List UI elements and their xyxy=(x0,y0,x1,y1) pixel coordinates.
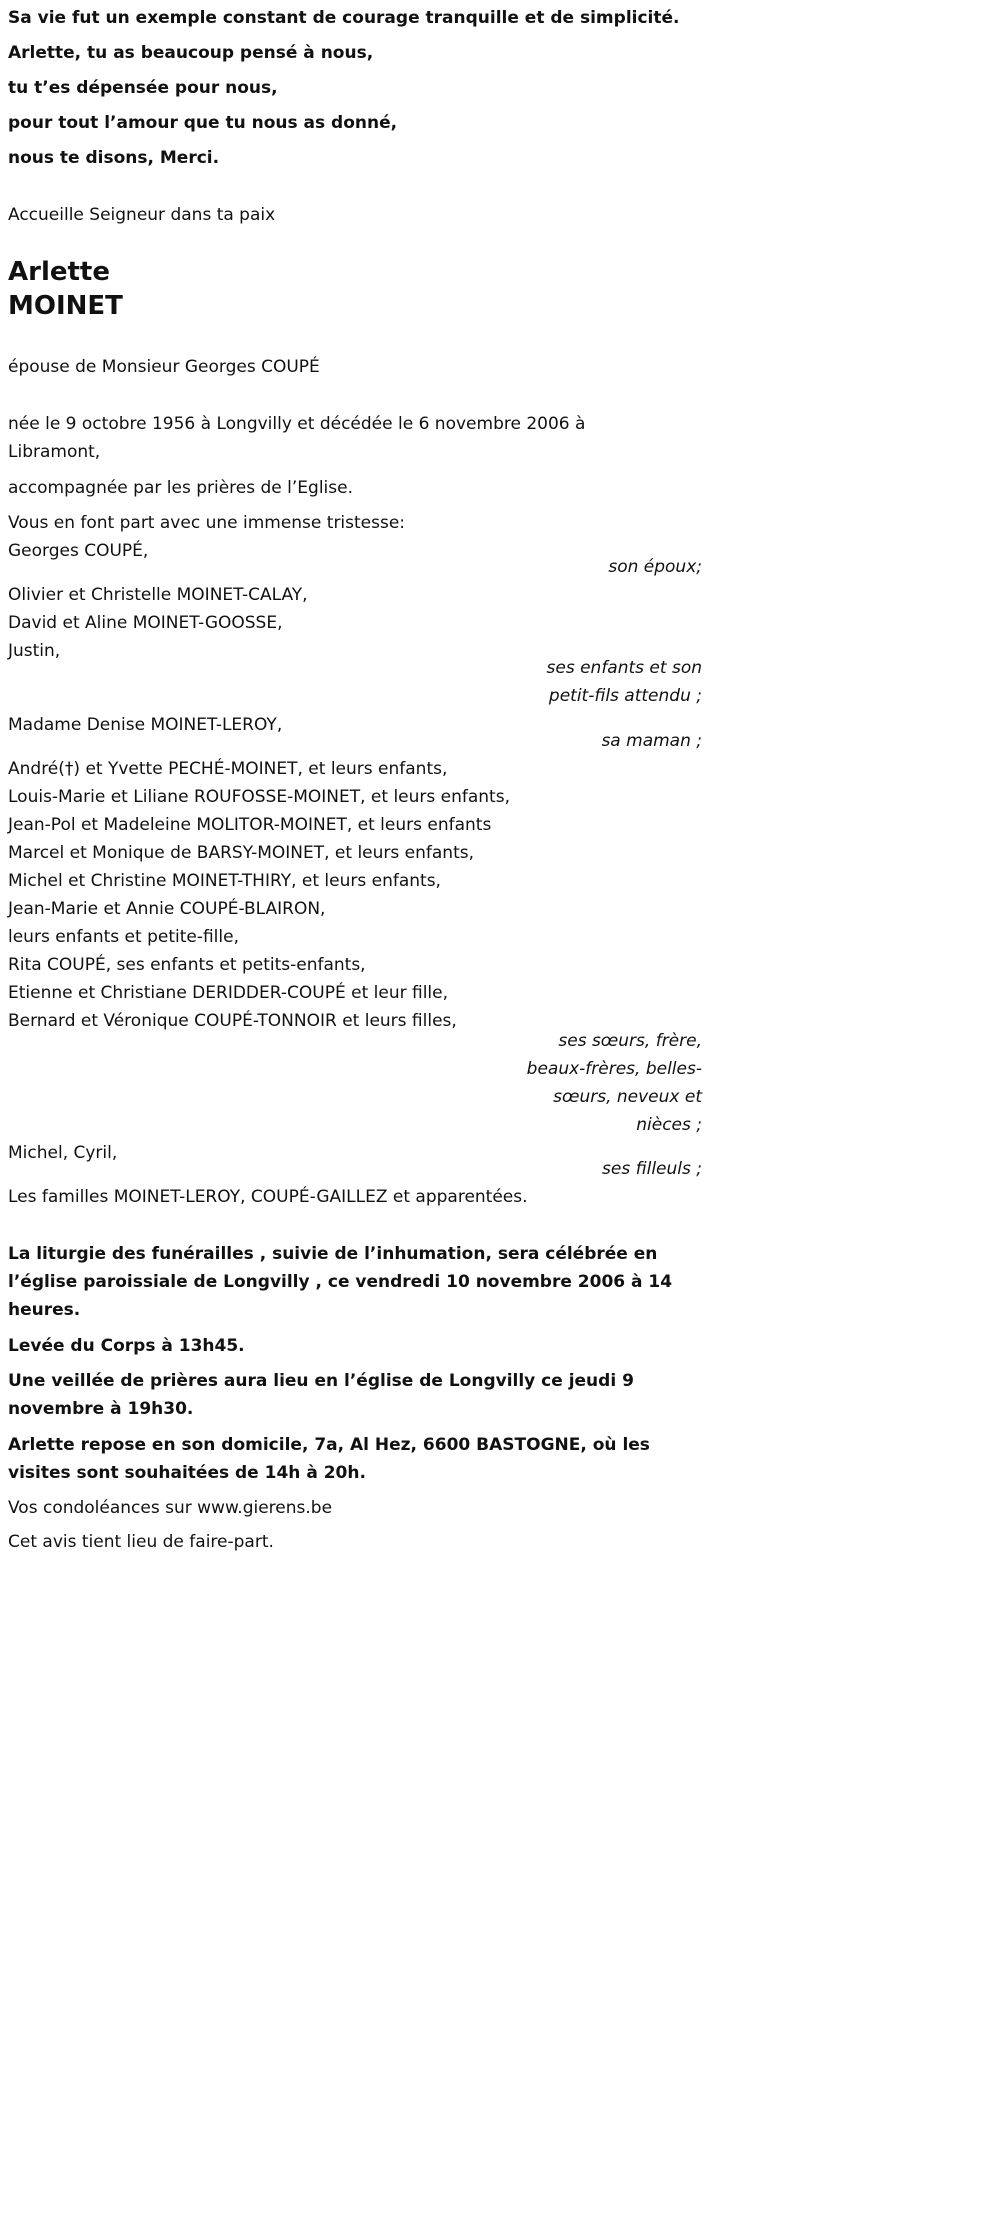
condolences-text: Vos condoléances sur www.gierens.be xyxy=(8,1498,333,1518)
child-entry: Olivier et Christelle MOINET-CALAY, xyxy=(8,585,308,605)
intro-line: pour tout l’amour que tu nous as donné, xyxy=(8,113,398,133)
family-siblings-relation: ses sœurs, frère, beaux-frères, belles-sœurs, neveux et nièces ; xyxy=(526,1031,702,1135)
spouse-text: épouse de Monsieur Georges COUPÉ xyxy=(8,357,320,377)
ceremony-funeral: La liturgie des funérailles , suivie de l’inhumation, sera célébrée en l’église paroissiale de Longvilly , ce vendredi 10 novembre 2006 à 14 heures. xyxy=(8,1244,673,1320)
sibling-entry: leurs enfants et petite-fille, xyxy=(8,927,239,947)
intro-line: Sa vie fut un exemple constant de courage tranquille et de simplicité. xyxy=(8,8,680,28)
family-godchildren-relation: ses filleuls ; xyxy=(602,1159,702,1179)
family-mother-relation: sa maman ; xyxy=(601,731,702,751)
sibling-entry: Bernard et Véronique COUPÉ-TONNOIR et leurs filles, xyxy=(8,1011,457,1031)
announcement-text: Vous en font part avec une immense tristesse: xyxy=(8,513,406,533)
notice-text: Cet avis tient lieu de faire-part. xyxy=(8,1532,274,1552)
sibling-entry: Jean-Pol et Madeleine MOLITOR-MOINET, et leurs enfants xyxy=(8,815,492,835)
family-mother: Madame Denise MOINET-LEROY, xyxy=(8,715,283,735)
sibling-entry: Marcel et Monique de BARSY-MOINET, et leurs enfants, xyxy=(8,843,474,863)
family-spouse-name: Georges COUPÉ, xyxy=(8,541,149,561)
family-families: Les familles MOINET-LEROY, COUPÉ-GAILLEZ et apparentées. xyxy=(8,1187,528,1207)
sibling-entry: André(†) et Yvette PECHÉ-MOINET, et leurs enfants, xyxy=(8,759,448,779)
intro-line: Arlette, tu as beaucoup pensé à nous, xyxy=(8,43,374,63)
child-entry: David et Aline MOINET-GOOSSE, xyxy=(8,613,283,633)
prayer-text: Accueille Seigneur dans ta paix xyxy=(8,205,276,225)
family-spouse-relation: son époux; xyxy=(608,557,702,577)
sibling-entry: Louis-Marie et Liliane ROUFOSSE-MOINET, et leurs enfants, xyxy=(8,787,510,807)
intro-line: tu t’es dépensée pour nous, xyxy=(8,78,278,98)
deceased-first-name: Arlette xyxy=(8,257,110,287)
family-siblings xyxy=(8,755,702,1035)
family-children xyxy=(8,581,702,665)
ceremony-rest: Arlette repose en son domicile, 7a, Al Hez, 6600 BASTOGNE, où les visites sont souhaitées de 14h à 20h. xyxy=(8,1435,650,1483)
sibling-entry: Etienne et Christiane DERIDDER-COUPÉ et leur fille, xyxy=(8,983,449,1003)
dates-text: née le 9 octobre 1956 à Longvilly et décédée le 6 novembre 2006 à Libramont, xyxy=(8,414,586,462)
ceremony-levee: Levée du Corps à 13h45. xyxy=(8,1336,245,1356)
sibling-entry: Jean-Marie et Annie COUPÉ-BLAIRON, xyxy=(8,899,326,919)
intro-line: nous te disons, Merci. xyxy=(8,148,220,168)
intro-text xyxy=(8,4,702,179)
sibling-entry: Rita COUPÉ, ses enfants et petits-enfants, xyxy=(8,955,366,975)
child-entry: Justin, xyxy=(8,641,61,661)
family-godchildren: Michel, Cyril, xyxy=(8,1143,118,1163)
deceased-name xyxy=(8,255,702,323)
ceremony-vigil: Une veillée de prières aura lieu en l’église de Longvilly ce jeudi 9 novembre à 19h30. xyxy=(8,1371,634,1419)
sibling-entry: Michel et Christine MOINET-THIRY, et leurs enfants, xyxy=(8,871,441,891)
deceased-last-name: MOINET xyxy=(8,291,123,321)
accompanied-text: accompagnée par les prières de l’Eglise. xyxy=(8,478,353,498)
family-children-relation: ses enfants et son petit-fils attendu ; xyxy=(546,658,702,706)
